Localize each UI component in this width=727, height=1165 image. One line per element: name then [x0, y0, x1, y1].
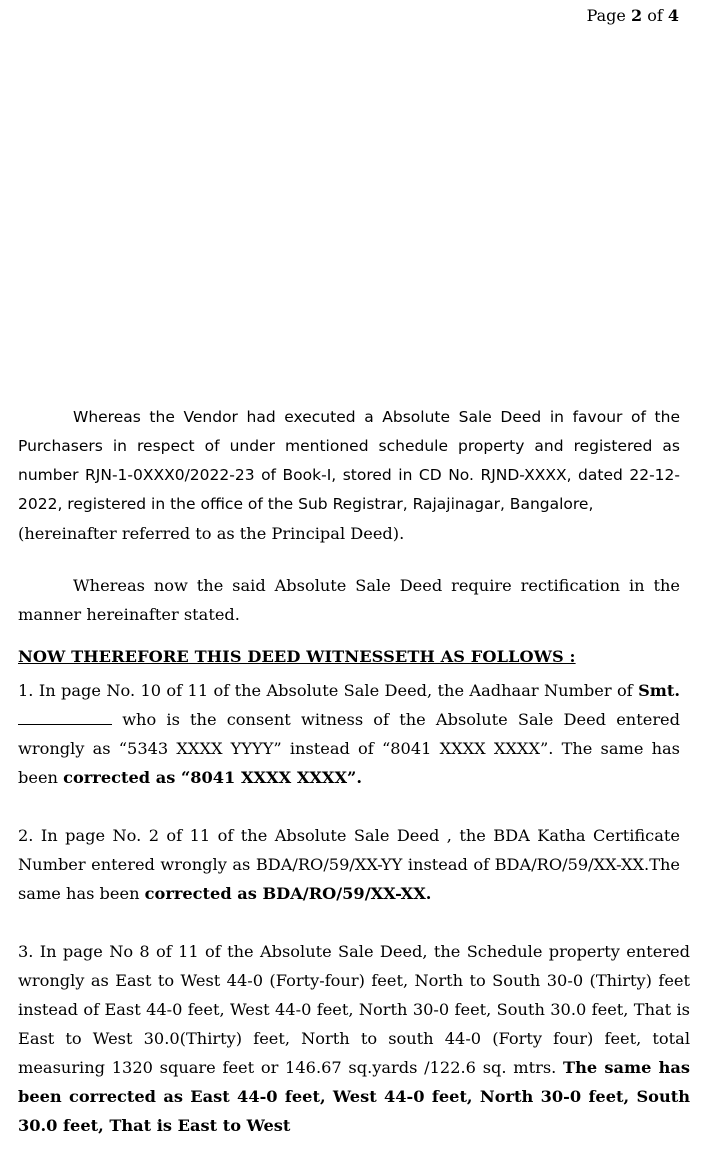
clause-1-name-title: Smt.: [638, 681, 680, 700]
clause-3: [18, 937, 690, 1140]
clause-1-mid: who is the consent witness of the Absolute Sale Deed entered wrongly as “5343 XXXX YYYY” instead of “8041 XXXX XXXX”. The same has been: [18, 710, 680, 787]
name-blank-line: [18, 710, 112, 725]
page-total: 4: [667, 6, 679, 25]
recital-paragraph-1: [18, 403, 680, 549]
recital-paragraph-2: Whereas now the said Absolute Sale Deed require rectification in the manner hereinafter stated.: [18, 576, 680, 624]
clause-1-lead: 1. In page No. 10 of 11 of the Absolute Sale Deed, the Aadhaar Number of: [18, 681, 633, 700]
clause-1-correction: corrected as “8041 XXXX XXXX”.: [63, 768, 363, 787]
document-body: [18, 403, 690, 1140]
recital-1-text: Whereas the Vendor had executed a Absolute Sale Deed in favour of the Purchasers in respect of under mentioned schedule property and registered as number RJN-1-0XXX0/2022-23 of Book-I, stored in CD No. RJND-XXXX, dated 22-12-2022, registered in the office of the Sub Registrar, Rajajinagar, Bangalore,: [18, 408, 680, 513]
recital-1-tail: (hereinafter referred to as the Principal Deed).: [18, 524, 405, 543]
page-number: [587, 6, 679, 25]
clause-2-text: 2. In page No. 2 of 11 of the Absolute Sale Deed , the BDA Katha Certificate Number entered wrongly as BDA/RO/59/XX-YY instead of BDA/RO/59/XX-XX.The same has been: [18, 826, 680, 903]
clause-3-correction: The same has been corrected as East 44-0 feet, West 44-0 feet, North 30-0 feet, South 30.0 feet, That is East to West: [18, 1058, 690, 1135]
page-current: 2: [630, 6, 643, 25]
clause-2-correction: corrected as BDA/RO/59/XX-XX.: [144, 884, 432, 903]
page-of: of: [647, 6, 663, 25]
page-prefix: Page: [586, 6, 626, 25]
witnesseth-heading: NOW THEREFORE THIS DEED WITNESSETH AS FOLLOWS :: [18, 647, 576, 666]
clause-2: [18, 821, 680, 908]
clause-1: [18, 676, 680, 792]
clause-3-text: 3. In page No 8 of 11 of the Absolute Sale Deed, the Schedule property entered wrongly as East to West 44-0 (Forty-four) feet, North to South 30-0 (Thirty) feet instead of East 44-0 feet, West 44-0 feet, North 30-0 feet, South 30.0 feet, That is East to West 30.0(Thirty) feet, North to south 44-0 (Forty four) feet, total measuring 1320 square feet or 146.67 sq.yards /122.6 sq. mtrs.: [18, 942, 690, 1077]
